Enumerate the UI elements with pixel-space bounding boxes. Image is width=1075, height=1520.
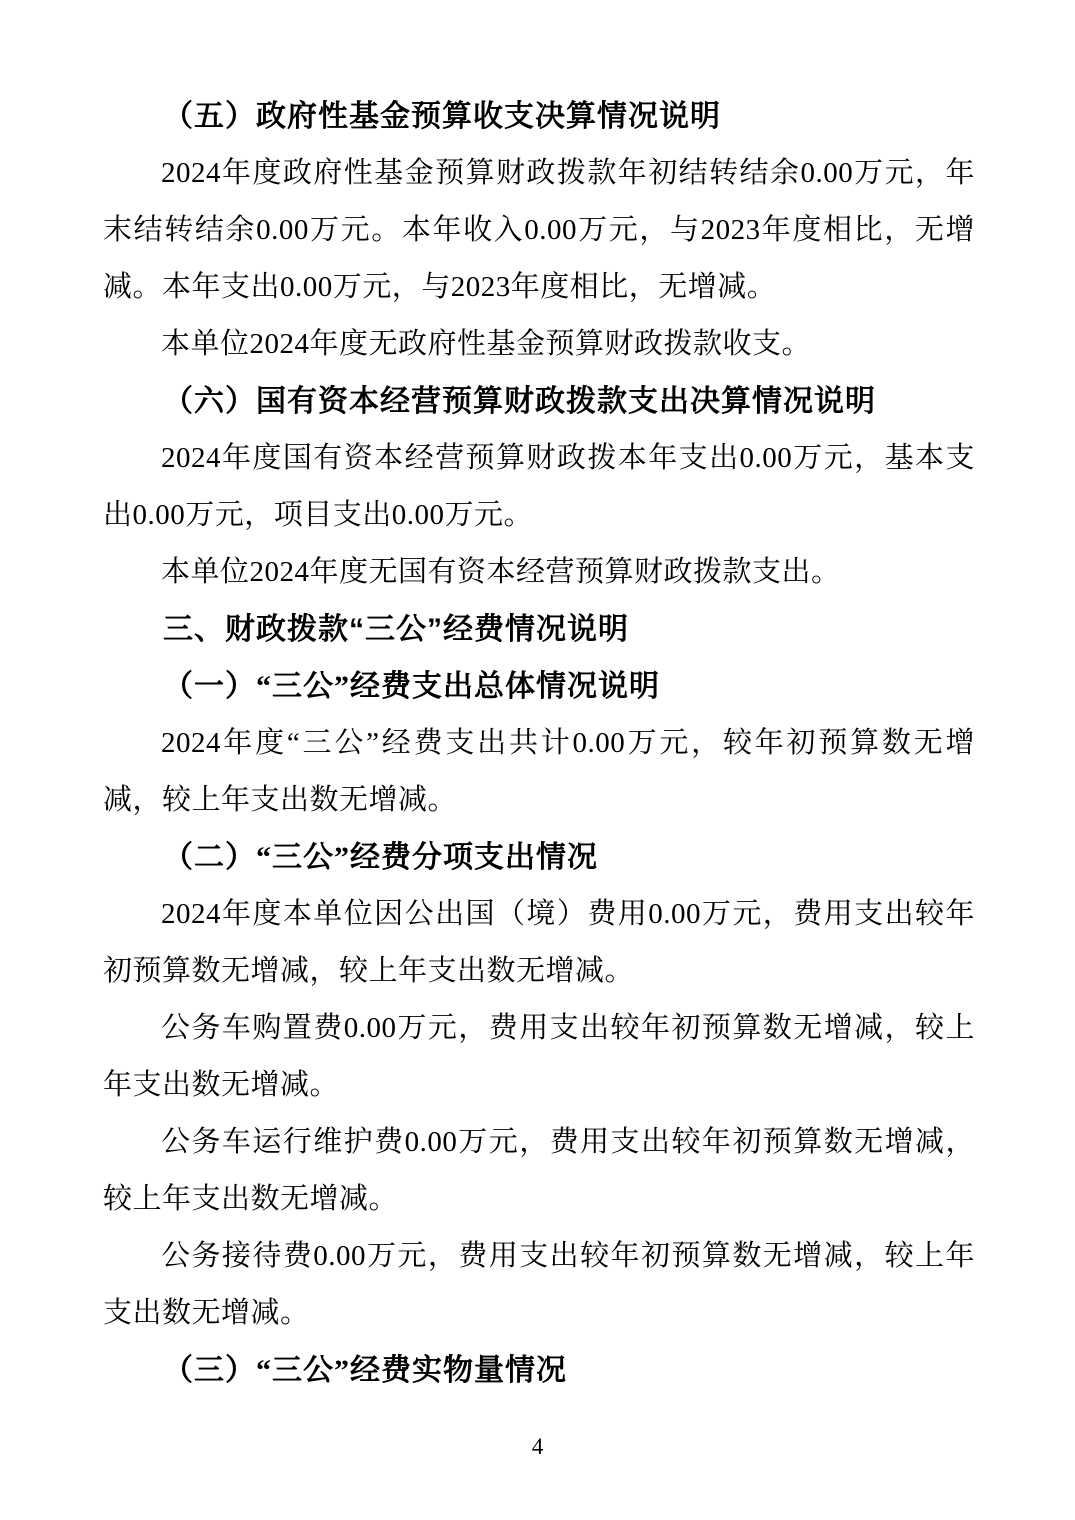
section-heading: （五）政府性基金预算收支决算情况说明 (163, 100, 721, 133)
section-heading: （一）“三公”经费支出总体情况说明 (163, 670, 660, 703)
section-heading: （六）国有资本经营预算财政拨款支出决算情况说明 (163, 385, 876, 418)
section-heading: （二）“三公”经费分项支出情况 (163, 841, 598, 874)
body-paragraph: 公务接待费0.00万元，费用支出较年初预算数无增减，较上年支出数无增减。 (103, 1240, 975, 1329)
body-paragraph: 2024年度政府性基金预算财政拨款年初结转结余0.00万元，年末结转结余0.00万元。本年收入0.00万元，与2023年度相比，无增减。本年支出0.00万元，与2023年度相比，无增减。 (103, 157, 975, 303)
body-paragraph: 公务车购置费0.00万元，费用支出较年初预算数无增减，较上年支出数无增减。 (103, 1012, 975, 1101)
section-heading: 三、财政拨款“三公”经费情况说明 (163, 613, 629, 646)
body-paragraph: 2024年度本单位因公出国（境）费用0.00万元，费用支出较年初预算数无增减，较上年支出数无增减。 (103, 898, 975, 987)
body-paragraph: 2024年度国有资本经营预算财政拨本年支出0.00万元，基本支出0.00万元，项目支出0.00万元。 (103, 442, 975, 531)
body-paragraph: 本单位2024年度无政府性基金预算财政拨款收支。 (161, 328, 812, 360)
document-body (103, 88, 975, 1399)
body-paragraph: 2024年度“三公”经费支出共计0.00万元，较年初预算数无增减，较上年支出数无增减。 (103, 727, 975, 816)
body-paragraph: 本单位2024年度无国有资本经营预算财政拨款支出。 (161, 556, 841, 588)
section-heading: （三）“三公”经费实物量情况 (163, 1354, 567, 1387)
page-number: 4 (531, 1434, 544, 1459)
body-paragraph: 公务车运行维护费0.00万元，费用支出较年初预算数无增减，较上年支出数无增减。 (103, 1126, 975, 1215)
